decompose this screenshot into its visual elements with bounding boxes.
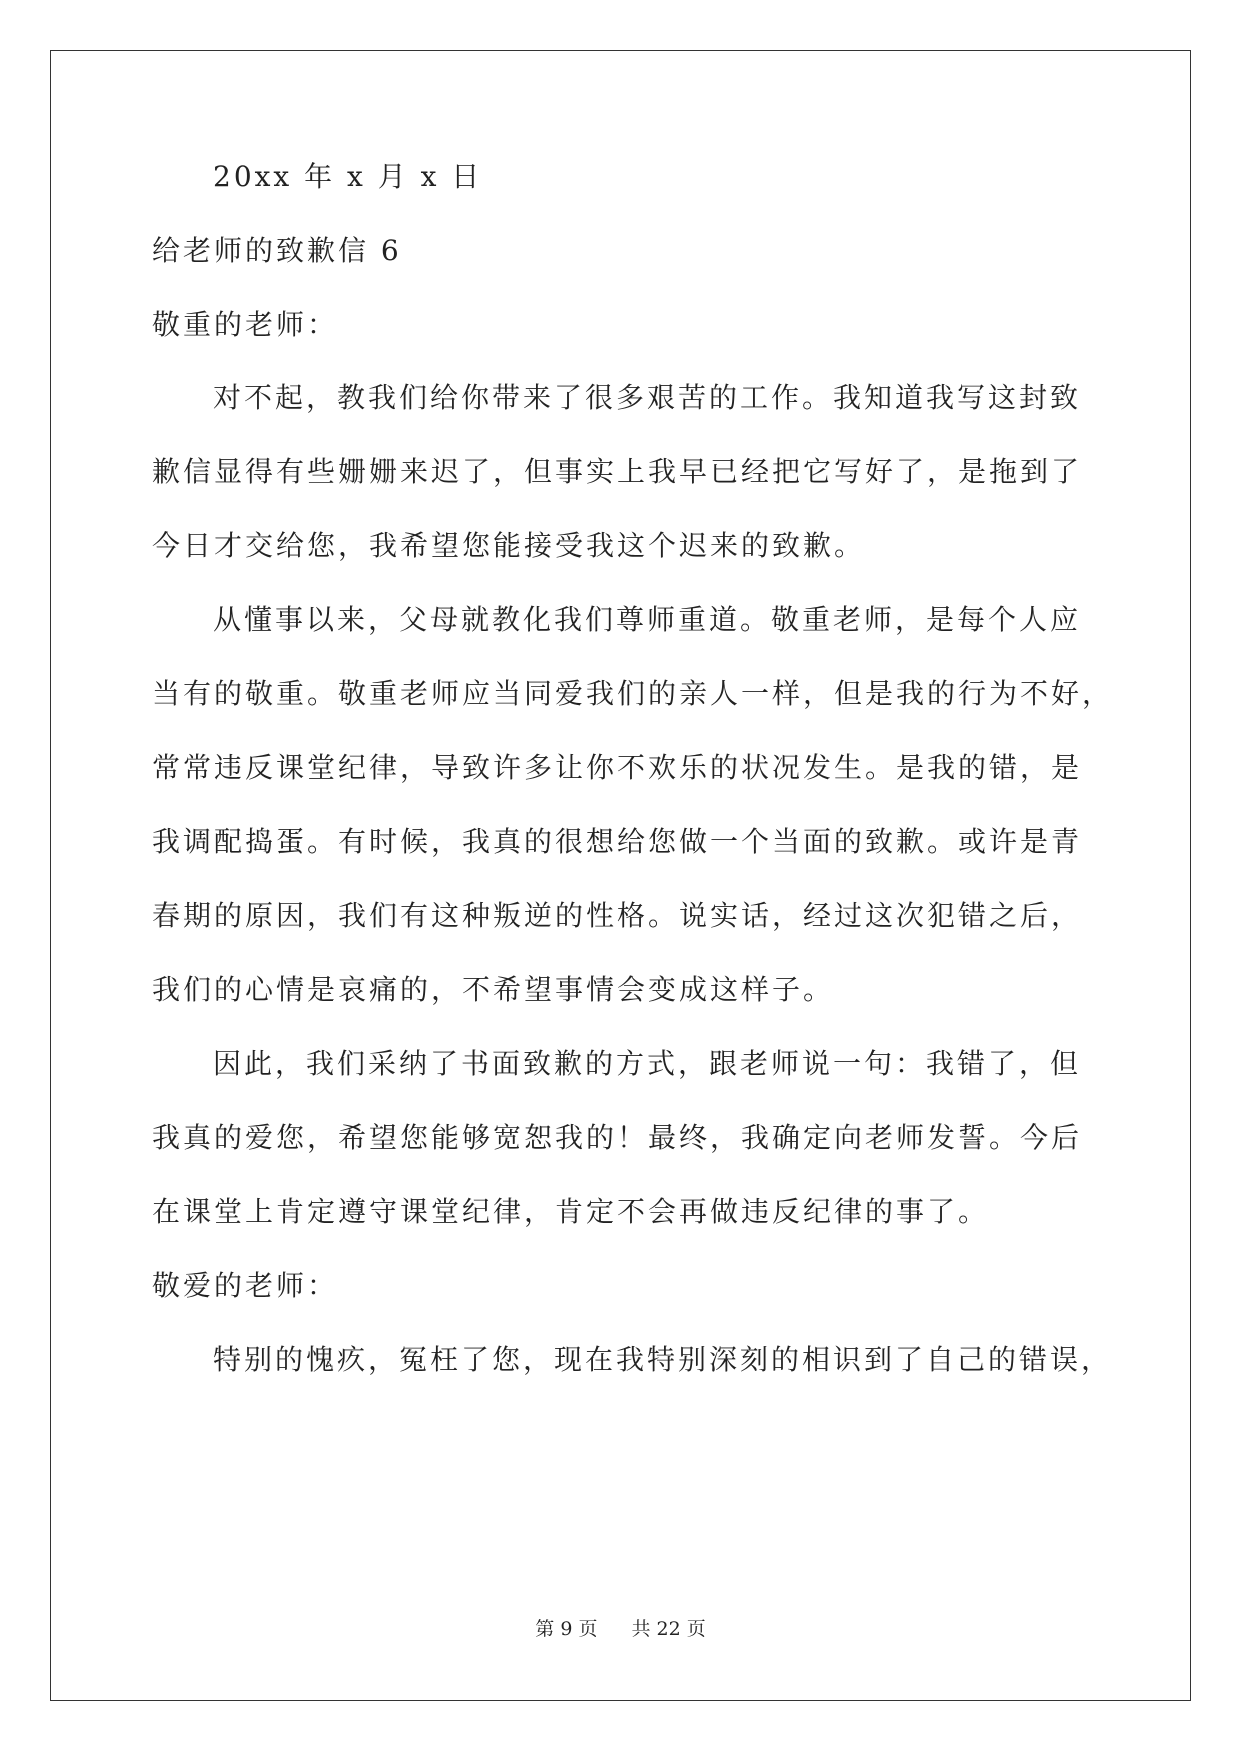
paragraph-line: 我调配捣蛋。有时候，我真的很想给您做一个当面的致歉。或许是青 [152, 825, 1083, 858]
page-footer [0, 1617, 1241, 1641]
paragraph-line: 今日才交给您，我希望您能接受我这个迟来的致歉。 [152, 529, 866, 562]
page-count: 共 22 页 [631, 1618, 706, 1640]
paragraph-line: 在课堂上肯定遵守课堂纪律，肯定不会再做违反纪律的事了。 [152, 1195, 990, 1228]
paragraph-line: 我们的心情是哀痛的，不希望事情会变成这样子。 [152, 973, 835, 1006]
paragraph-line: 我真的爱您，希望您能够宽恕我的！最终，我确定向老师发誓。今后 [152, 1121, 1083, 1154]
paragraph-line: 从懂事以来，父母就教化我们尊师重道。敬重老师，是每个人应 [213, 603, 1082, 636]
salutation: 敬爱的老师： [152, 1269, 339, 1302]
paragraph-line: 因此，我们采纳了书面致歉的方式，跟老师说一句：我错了，但 [213, 1047, 1082, 1080]
paragraph-line: 歉信显得有些姗姗来迟了，但事实上我早已经把它写好了，是拖到了 [152, 455, 1083, 488]
paragraph-line: 当有的敬重。敬重老师应当同爱我们的亲人一样，但是我的行为不好， [152, 677, 1114, 710]
paragraph-line: 春期的原因，我们有这种叛逆的性格。说实话，经过这次犯错之后， [152, 899, 1083, 932]
letter-heading: 给老师的致歉信 6 [152, 234, 402, 267]
date-line: 20xx 年 x 月 x 日 [213, 160, 483, 193]
page-frame [50, 50, 1191, 1701]
paragraph-line: 对不起，教我们给你带来了很多艰苦的工作。我知道我写这封致 [213, 381, 1082, 414]
page-number: 第 9 页 [535, 1618, 598, 1640]
salutation: 敬重的老师： [152, 308, 339, 341]
paragraph-line: 特别的愧疚，冤枉了您，现在我特别深刻的相识到了自己的错误， [213, 1343, 1113, 1376]
paragraph-line: 常常违反课堂纪律，导致许多让你不欢乐的状况发生。是我的错，是 [152, 751, 1083, 784]
